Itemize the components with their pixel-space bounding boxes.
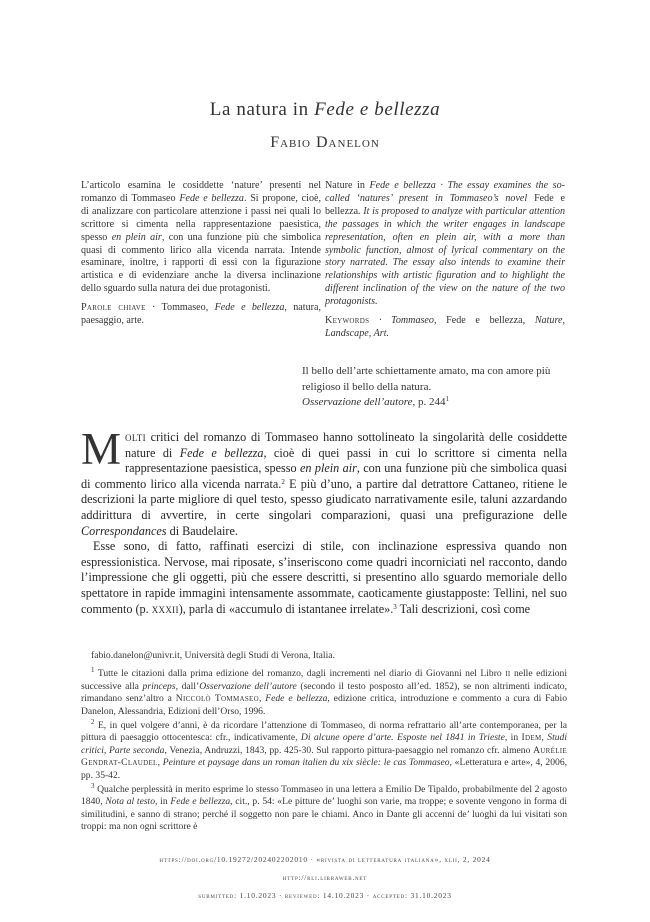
epigraph-page: , p. 244	[412, 396, 446, 408]
abstract-en-italic: · The essay examines the so-called ‘natures’ present in Tommaseo’s novel	[325, 180, 565, 204]
footnote-3	[81, 784, 567, 834]
note-text: , cit., p. 54: «Le pitture de’ luoghi son varie, ma troppe; e sovente vengono in forma di similitudini, e sanno di strano; perché il soggetto non pare le chiami. Anco in Dante gli accenni de’ luoghi da lui visitati son troppi: ma non ogni scrittore è	[81, 796, 568, 833]
note-text: ,	[157, 757, 163, 769]
abstract-italian-text	[81, 180, 321, 296]
abstract-it-part: . Si propone, cioè, di analizzare con particolare attenzione i passi nei quali lo scrittore si cimenta nella rappresentazione paesistica, spesso	[81, 192, 321, 243]
keywords-part: , natura, paesaggio, arte.	[81, 302, 322, 327]
body-text: di Baudelaire.	[166, 523, 238, 538]
note-text: , in	[155, 796, 171, 808]
note-text: ,	[541, 732, 548, 744]
note-text: (secondo il testo posposto all’ed. 1852), se non altrimenti indicato, rimandano senz’altro a	[81, 680, 567, 705]
footnote-2	[81, 720, 567, 782]
epigraph-source-title: Osservazione dell’autore	[302, 396, 413, 408]
note-italic: Peinture et paysage dans un roman italien du xix siècle: le cas Tommaseo	[162, 757, 450, 769]
footnote-number: 3	[91, 782, 95, 791]
keywords-italic: , Nature, Landscape, Art.	[325, 315, 566, 339]
keywords-label: Keywords	[325, 315, 370, 327]
note-italic: princeps	[142, 680, 176, 692]
epigraph-source	[302, 395, 562, 411]
body-small-caps: xxxii	[151, 601, 179, 616]
abstract-en-part: Fede e bellezza	[325, 192, 566, 217]
note-small-caps: Idem	[521, 732, 542, 744]
note-text: , edizione critica, introduzione e commento a cura di Fabio Danelon, Alessandria, Edizioni dell’Orso, 1996.	[81, 693, 568, 717]
footnote-1	[81, 668, 567, 718]
body-italic: en plein air	[299, 461, 357, 476]
footnote-ref[interactable]: 1	[445, 395, 449, 403]
body-text: critici del romanzo di Tommaseo hanno sottolineato la singolarità delle cosiddette nature di	[125, 430, 567, 460]
keywords-part: Fede e bellezza	[446, 315, 523, 327]
note-text: nelle edizioni successive alla	[81, 668, 567, 692]
note-text: , Venezia, Andruzzi, 1843, pp. 425-30. Sul rapporto pittura-paesaggio nel romanzo cfr. almeno	[164, 744, 534, 756]
abstract-en-italic: . It is proposed to analyze with particular attention the passages in which the writer engages in landscape representation, often en plein air, with a more than symbolic function, almost of lyrical commentary on the story narrated. The essay also intends to examine their relationships with artistic figuration and to highlight the different inclination of the view on the nature of the two protagonists.	[325, 205, 565, 308]
article-title	[0, 99, 650, 121]
keywords-part: · Tommaseo,	[145, 302, 215, 314]
epigraph	[302, 364, 562, 411]
body-text: Tali descrizioni, così come	[396, 601, 531, 616]
abstract-english-text	[325, 180, 565, 309]
note-italic: Nota al testo	[105, 796, 156, 808]
keywords-italic: · Tommaseo,	[369, 315, 447, 327]
title-plain: La natura in	[209, 99, 309, 120]
footnote-number: 1	[91, 666, 95, 675]
note-text: Tutte le citazioni dalla prima edizione del romanzo, dagli incrementi nel diario di Giovanni nel Libro	[94, 668, 506, 680]
note-text: ,	[258, 693, 266, 705]
note-italic: Osservazione dell’autore	[199, 680, 297, 692]
footnote-ref[interactable]: 2	[281, 477, 285, 486]
abstract-it-italic: Fede e bellezza	[179, 192, 244, 204]
note-italic: Fede e bellezza	[265, 693, 328, 705]
abstract-italian	[81, 180, 321, 328]
abstract-it-part: , con una funzione più che simbolica quasi di commento lirico alla vicenda narrata. Intende esaminare, inoltre, i rapporti di essi con la figurazione artistica e di evidenziare anche la diversa inclinazione dello sguardo sulla natura dei due protagonisti.	[81, 231, 321, 295]
note-small-caps: Aurélie Gendrat-Claudel	[81, 744, 567, 769]
drop-cap: M	[81, 424, 122, 474]
note-text: , «Letteratura e arte», 4, 2006, pp. 35-42.	[81, 757, 568, 781]
abstract-it-part: L’articolo esamina le cosiddette ‘nature’ presenti nel romanzo di Tommaseo	[81, 180, 321, 204]
note-small-caps: ii	[505, 668, 511, 680]
keywords-italian	[81, 302, 321, 328]
body-text: E più d’uno, a partire dal detrattore Cattaneo, ritiene le descrizioni la parte migliore di quel testo, spesso giudicato narrativamente esile, taluni azzardando addirittura di avvertire, in certe singolari comparazioni, quasi una prefigurazione delle	[81, 476, 567, 522]
footnote-number: 2	[91, 718, 95, 727]
article-body	[81, 424, 567, 617]
note-text: , dall’	[175, 680, 200, 692]
body-paragraph	[81, 424, 567, 539]
note-italic: Studi critici, Parte seconda	[81, 732, 567, 756]
body-text: , cioè di quei passi in cui lo scrittore si cimenta nella rappresentazione paesistica, spesso	[125, 445, 567, 476]
abstract-it-italic: en plein air	[111, 231, 162, 243]
note-text: Qualche perplessità in merito esprime lo stesso Tommaseo in una lettera a Emilio De Tipaldo, probabilmente del 2 agosto 1840,	[81, 784, 567, 808]
keywords-italic: Fede e bellezza	[214, 302, 285, 314]
author-affiliation: fabio.danelon@univr.it, Università degli Studi di Verona, Italia.	[91, 650, 335, 661]
note-text: E, in quel volgere d’anni, è da ricordare l’attenzione di Tommaseo, di norma refrattario all’arte contemporanea, per la pittura di paesaggio ottocentesca: cfr., indicativamente,	[81, 720, 567, 744]
body-paragraph	[81, 539, 567, 617]
body-text: Esse sono, di fatto, raffinati esercizi di stile, con inclinazione espressiva quando non espressionistica. Nervose, mai riposate, s’inseriscono come quadri incorniciati nel racconto, dando l’impressione che gli oggetti, più che essere descritti, si presentino allo sguardo memoriale dello spettatore in rapide immagini intensamente assommate, caoticamente giustapposte: Tellini, nel suo commento (p.	[81, 539, 567, 616]
body-text: ), parla di «accumulo di istantanee irrelate».	[178, 601, 394, 616]
doi-line[interactable]: https://doi.org/10.19272/202402202010 · «rivista di letteratura italiana», xlii, 2, 2024	[159, 855, 491, 864]
footnote-ref[interactable]: 3	[393, 602, 397, 611]
note-italic: Fede e bellezza	[170, 796, 231, 808]
note-italic: Di alcune opere d’arte. Esposte nel 1841 in Trieste	[300, 732, 505, 744]
journal-url[interactable]: http://rli.libraweb.net	[282, 873, 368, 882]
footnotes	[81, 650, 567, 836]
abstract-english	[325, 180, 565, 341]
keywords-english	[325, 315, 565, 341]
body-small-caps: olti	[125, 430, 146, 444]
body-text: , con una funzione più che simbolica quasi di commento lirico alla vicenda narrata.	[81, 461, 567, 491]
note-small-caps: Niccolò Tommaseo	[175, 693, 259, 705]
note-text: , in	[504, 732, 522, 744]
abstract-en-part: Nature in	[325, 180, 370, 191]
submission-dates: submitted: 1.10.2023 · reviewed: 14.10.2023 · accepted: 31.10.2023	[198, 891, 452, 900]
title-italic: Fede e bellezza	[314, 99, 441, 120]
abstract-en-italic: Fede e bellezza	[369, 180, 436, 191]
keywords-label: Parole chiave	[81, 302, 146, 314]
body-italic: Correspondances	[81, 523, 167, 538]
body-italic: Fede e bellezza	[179, 445, 264, 460]
author-name: Fabio Danelon	[270, 134, 380, 151]
epigraph-quote: Il bello dell’arte schiettamente amato, ma con amore più religioso il bello della natura.	[302, 365, 551, 393]
